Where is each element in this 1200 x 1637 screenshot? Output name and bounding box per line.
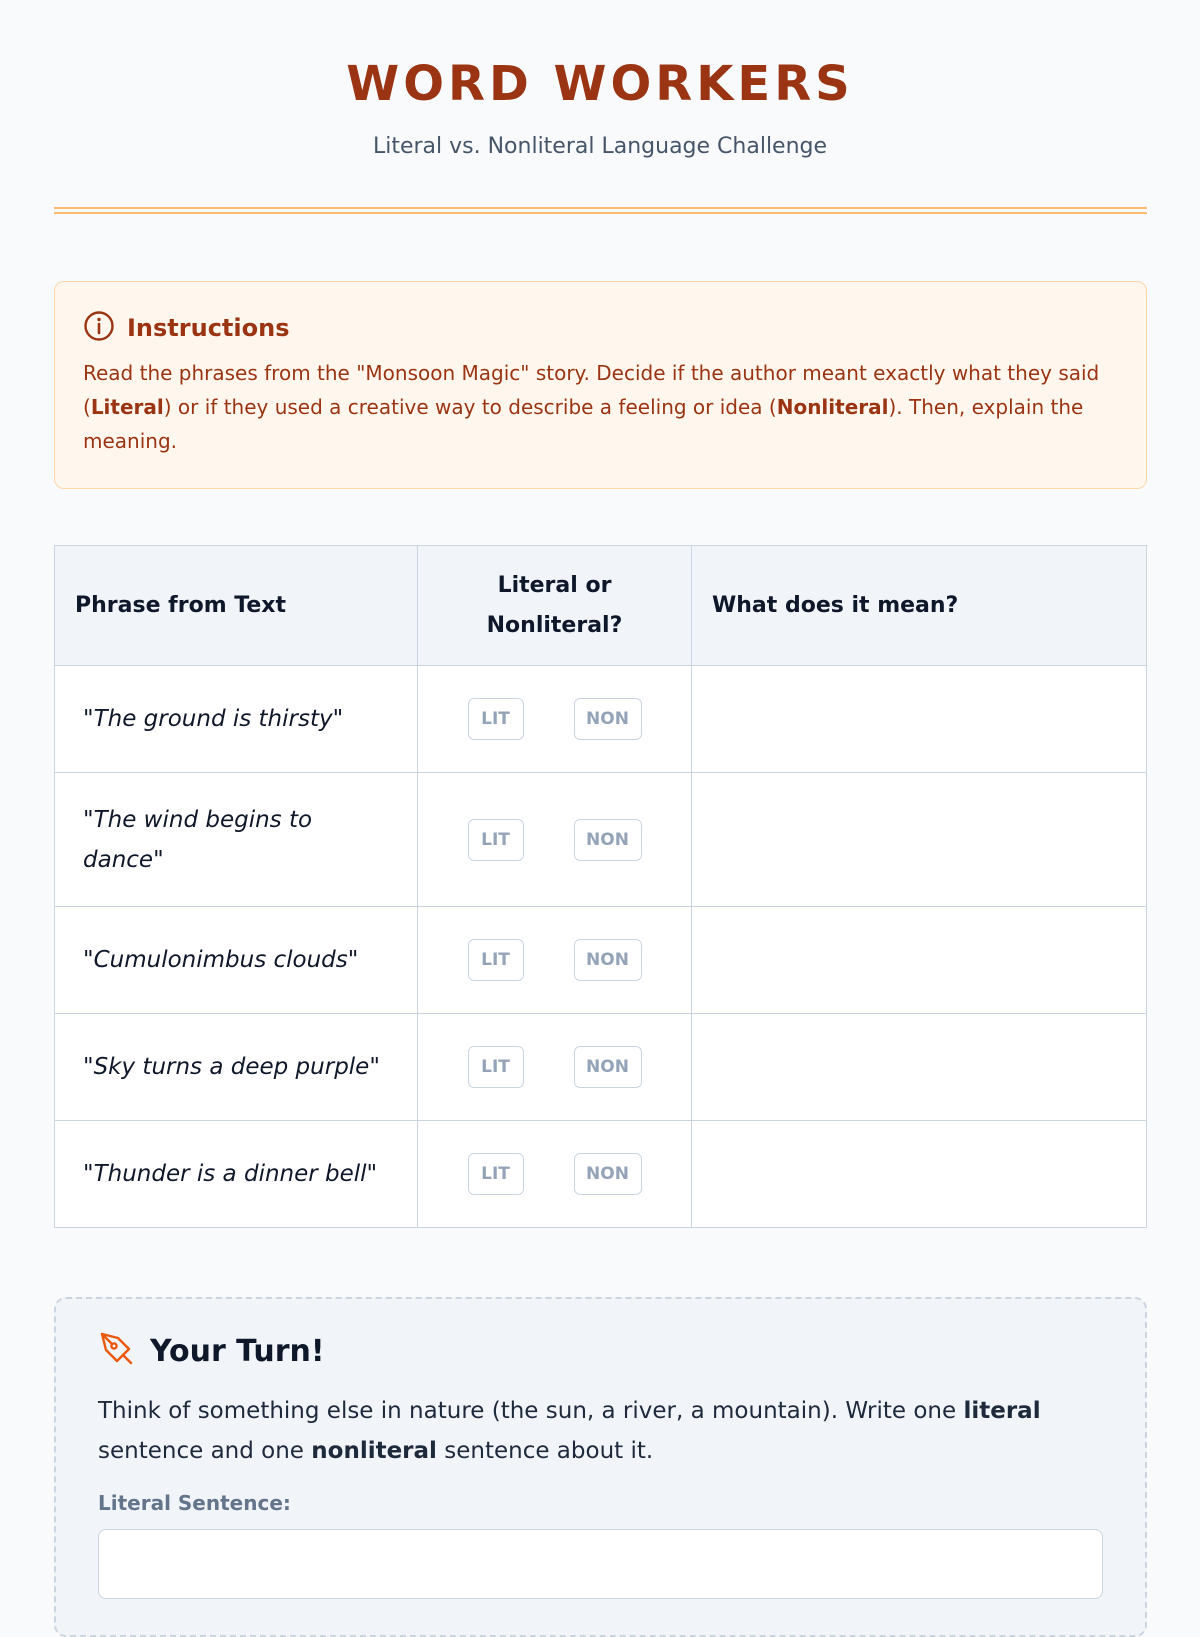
table-row	[55, 666, 1147, 773]
literal-bold: literal	[963, 1398, 1041, 1424]
choice-cell	[418, 666, 692, 773]
phrase-cell: "Thunder is a dinner bell"	[55, 1121, 418, 1228]
table-row	[55, 1014, 1147, 1121]
meaning-answer-cell[interactable]	[692, 907, 1147, 1014]
non-button[interactable]: NON	[574, 698, 642, 740]
header-divider-bottom	[54, 212, 1147, 214]
page-title: WORD WORKERS	[346, 56, 854, 112]
instructions-header	[83, 310, 1120, 346]
lit-button[interactable]: LIT	[468, 698, 524, 740]
header-divider-top	[54, 207, 1147, 209]
literal-sentence-input[interactable]	[98, 1529, 1103, 1599]
table-row	[55, 1121, 1147, 1228]
header-phrase: Phrase from Text	[55, 546, 418, 666]
your-turn-box	[54, 1297, 1147, 1637]
phrase-cell: "Sky turns a deep purple"	[55, 1014, 418, 1121]
non-button[interactable]: NON	[574, 1153, 642, 1195]
table-row	[55, 907, 1147, 1014]
meaning-answer-cell[interactable]	[692, 666, 1147, 773]
literal-sentence-label: Literal Sentence:	[98, 1491, 291, 1515]
literal-term: Literal	[90, 395, 164, 419]
table-header-row	[55, 546, 1147, 666]
nonliteral-bold: nonliteral	[311, 1438, 437, 1464]
phrase-cell: "Cumulonimbus clouds"	[55, 907, 418, 1014]
header-meaning: What does it mean?	[692, 546, 1147, 666]
nonliteral-term: Nonliteral	[776, 395, 889, 419]
meaning-answer-cell[interactable]	[692, 1014, 1147, 1121]
meaning-answer-cell[interactable]	[692, 773, 1147, 907]
info-icon	[83, 310, 115, 346]
lit-button[interactable]: LIT	[468, 939, 524, 981]
lit-button[interactable]: LIT	[468, 1153, 524, 1195]
lit-button[interactable]: LIT	[468, 819, 524, 861]
your-turn-title: Your Turn!	[150, 1333, 325, 1369]
phrase-cell: "The ground is thirsty"	[55, 666, 418, 773]
non-button[interactable]: NON	[574, 819, 642, 861]
phrase-table	[54, 545, 1147, 1228]
page-subtitle: Literal vs. Nonliteral Language Challenge	[372, 134, 828, 159]
phrase-cell: "The wind begins to dance"	[55, 773, 418, 907]
your-turn-prompt: Think of something else in nature (the sun, a river, a mountain). Write one literal sentence and one nonliteral sentence about it.	[98, 1398, 1041, 1464]
instructions-text: Read the phrases from the "Monsoon Magic" story. Decide if the author meant exactly what they said (Literal) or if they used a creative way to describe a feeling or idea (Nonliteral). Then, explain the meaning.	[83, 361, 1100, 453]
table-row	[55, 773, 1147, 907]
meaning-answer-cell[interactable]	[692, 1121, 1147, 1228]
instructions-box	[54, 281, 1147, 489]
non-button[interactable]: NON	[574, 1046, 642, 1088]
choice-cell	[418, 1121, 692, 1228]
non-button[interactable]: NON	[574, 939, 642, 981]
pen-tool-icon	[98, 1330, 136, 1372]
choice-cell	[418, 773, 692, 907]
your-turn-header	[98, 1329, 1103, 1373]
choice-cell	[418, 907, 692, 1014]
lit-button[interactable]: LIT	[468, 1046, 524, 1088]
choice-cell	[418, 1014, 692, 1121]
header-literal-or-nonliteral: Literal or Nonliteral?	[418, 546, 692, 666]
instructions-title: Instructions	[127, 314, 290, 342]
